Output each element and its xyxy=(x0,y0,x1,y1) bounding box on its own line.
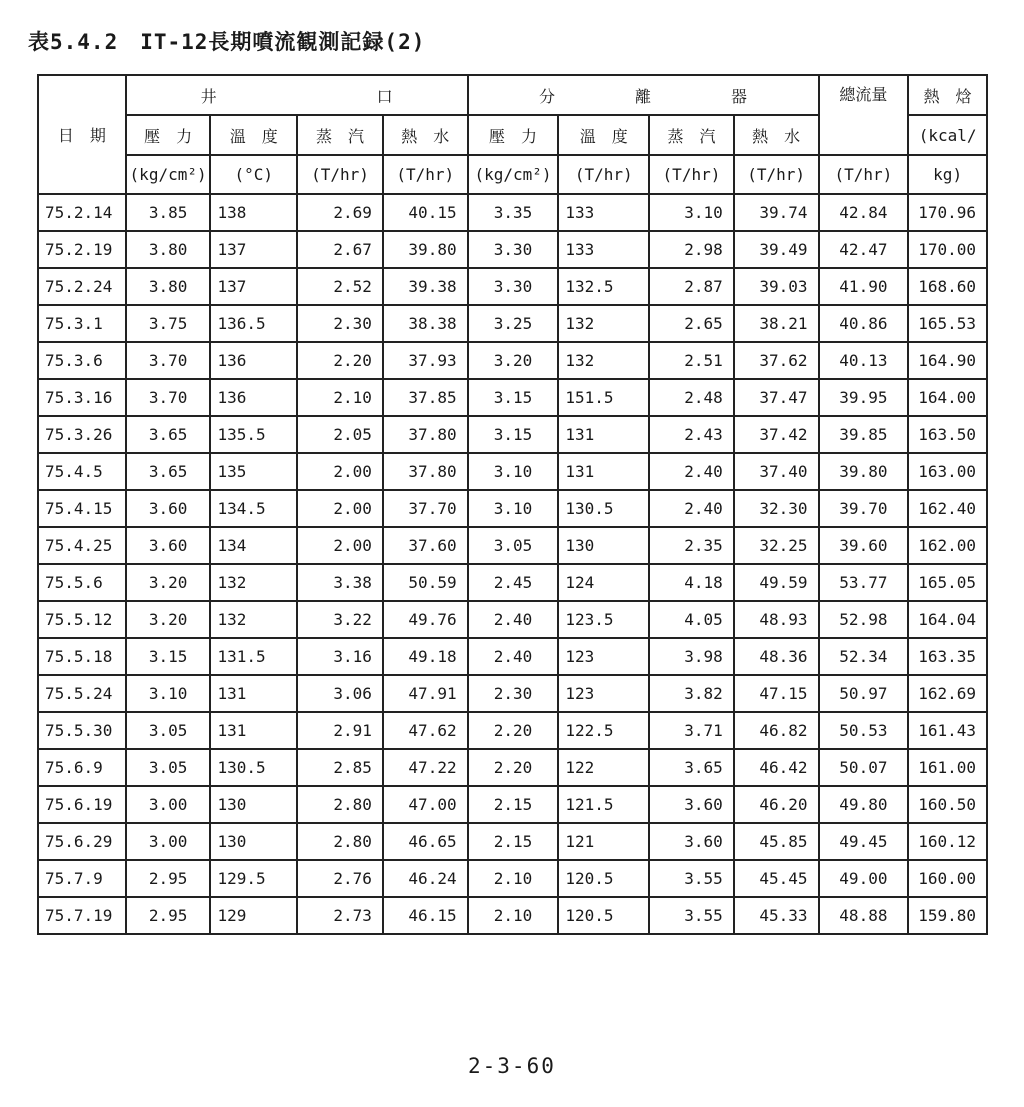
wellhead-hot-water-cell: 47.00 xyxy=(383,786,468,823)
separator-hot-water-cell: 48.93 xyxy=(734,601,819,638)
wellhead-temperature-cell: 130.5 xyxy=(210,749,297,786)
wellhead-temperature-cell: 135 xyxy=(210,453,297,490)
wellhead-temperature-cell: 132 xyxy=(210,601,297,638)
wellhead-steam-unit: (T/hr) xyxy=(297,155,383,194)
wellhead-steam-cell: 2.85 xyxy=(297,749,383,786)
separator-temperature-cell: 121.5 xyxy=(558,786,649,823)
total-flow-cell: 39.85 xyxy=(819,416,909,453)
total-flow-cell: 52.98 xyxy=(819,601,909,638)
separator-pressure-cell: 2.30 xyxy=(468,675,559,712)
date-cell: 75.7.9 xyxy=(38,860,126,897)
total-flow-cell: 52.34 xyxy=(819,638,909,675)
table-row xyxy=(38,194,987,231)
wellhead-pressure-cell: 3.70 xyxy=(126,342,211,379)
wellhead-pressure-cell: 3.65 xyxy=(126,453,211,490)
separator-pressure-cell: 2.10 xyxy=(468,860,559,897)
table-row xyxy=(38,268,987,305)
separator-hot-water-cell: 37.62 xyxy=(734,342,819,379)
wellhead-pressure-cell: 3.00 xyxy=(126,823,211,860)
separator-hot-water-cell: 46.82 xyxy=(734,712,819,749)
date-cell: 75.2.24 xyxy=(38,268,126,305)
separator-pressure-cell: 2.40 xyxy=(468,638,559,675)
enthalpy-cell: 165.53 xyxy=(908,305,987,342)
total-flow-cell: 49.00 xyxy=(819,860,909,897)
total-flow-cell: 41.90 xyxy=(819,268,909,305)
date-cell: 75.5.12 xyxy=(38,601,126,638)
separator-pressure-cell: 3.35 xyxy=(468,194,559,231)
enthalpy-cell: 164.00 xyxy=(908,379,987,416)
wellhead-steam-cell: 2.76 xyxy=(297,860,383,897)
separator-steam-cell: 2.51 xyxy=(649,342,734,379)
wellhead-temperature-cell: 130 xyxy=(210,823,297,860)
separator-hot-water-cell: 37.40 xyxy=(734,453,819,490)
separator-steam-cell: 3.98 xyxy=(649,638,734,675)
date-cell: 75.4.25 xyxy=(38,527,126,564)
separator-hot-water-cell: 49.59 xyxy=(734,564,819,601)
separator-pressure-cell: 2.15 xyxy=(468,786,559,823)
wellhead-hot-water-cell: 39.38 xyxy=(383,268,468,305)
wellhead-hot-water-cell: 47.62 xyxy=(383,712,468,749)
wellhead-temperature-cell: 129.5 xyxy=(210,860,297,897)
separator-steam-cell: 2.43 xyxy=(649,416,734,453)
separator-pressure-cell: 2.40 xyxy=(468,601,559,638)
wellhead-temperature-cell: 136 xyxy=(210,342,297,379)
wellhead-hot-water-cell: 38.38 xyxy=(383,305,468,342)
separator-pressure-cell: 2.20 xyxy=(468,749,559,786)
wellhead-temperature-header: 溫 度 xyxy=(210,115,297,155)
total-flow-cell: 49.45 xyxy=(819,823,909,860)
separator-steam-cell: 4.05 xyxy=(649,601,734,638)
total-flow-cell: 40.13 xyxy=(819,342,909,379)
total-flow-cell: 39.80 xyxy=(819,453,909,490)
wellhead-temperature-cell: 129 xyxy=(210,897,297,934)
total-flow-cell: 42.47 xyxy=(819,231,909,268)
separator-steam-cell: 2.87 xyxy=(649,268,734,305)
separator-steam-cell: 3.60 xyxy=(649,786,734,823)
date-cell: 75.6.9 xyxy=(38,749,126,786)
total-flow-cell: 53.77 xyxy=(819,564,909,601)
total-flow-cell: 49.80 xyxy=(819,786,909,823)
separator-steam-cell: 3.71 xyxy=(649,712,734,749)
table-row xyxy=(38,379,987,416)
separator-hot-water-cell: 46.20 xyxy=(734,786,819,823)
separator-steam-cell: 3.60 xyxy=(649,823,734,860)
wellhead-steam-cell: 2.20 xyxy=(297,342,383,379)
date-cell: 75.3.6 xyxy=(38,342,126,379)
enthalpy-cell: 168.60 xyxy=(908,268,987,305)
separator-steam-cell: 2.65 xyxy=(649,305,734,342)
total-flow-cell: 48.88 xyxy=(819,897,909,934)
table-row xyxy=(38,490,987,527)
separator-steam-cell: 2.98 xyxy=(649,231,734,268)
separator-temperature-unit: (T/hr) xyxy=(558,155,649,194)
wellhead-steam-cell: 2.30 xyxy=(297,305,383,342)
enthalpy-unit-line2: kg) xyxy=(908,155,987,194)
table-row xyxy=(38,564,987,601)
total-flow-cell: 39.95 xyxy=(819,379,909,416)
separator-pressure-cell: 3.20 xyxy=(468,342,559,379)
separator-temperature-cell: 132 xyxy=(558,305,649,342)
wellhead-hot-water-cell: 49.18 xyxy=(383,638,468,675)
enthalpy-cell: 170.00 xyxy=(908,231,987,268)
separator-temperature-cell: 123.5 xyxy=(558,601,649,638)
table-row xyxy=(38,786,987,823)
wellhead-hot-water-cell: 37.60 xyxy=(383,527,468,564)
separator-pressure-cell: 3.30 xyxy=(468,231,559,268)
table-row xyxy=(38,453,987,490)
date-cell: 75.3.1 xyxy=(38,305,126,342)
wellhead-steam-cell: 3.16 xyxy=(297,638,383,675)
enthalpy-cell: 163.50 xyxy=(908,416,987,453)
separator-steam-cell: 2.40 xyxy=(649,453,734,490)
separator-steam-unit: (T/hr) xyxy=(649,155,734,194)
wellhead-temperature-cell: 134.5 xyxy=(210,490,297,527)
wellhead-steam-cell: 2.69 xyxy=(297,194,383,231)
separator-steam-cell: 3.55 xyxy=(649,897,734,934)
total-flow-cell: 50.53 xyxy=(819,712,909,749)
wellhead-hot-water-cell: 47.22 xyxy=(383,749,468,786)
wellhead-hot-water-header: 熱 水 xyxy=(383,115,468,155)
enthalpy-header: 熱 焓 xyxy=(908,75,987,115)
enthalpy-cell: 160.50 xyxy=(908,786,987,823)
enthalpy-cell: 159.80 xyxy=(908,897,987,934)
wellhead-hot-water-cell: 37.85 xyxy=(383,379,468,416)
enthalpy-cell: 163.35 xyxy=(908,638,987,675)
wellhead-pressure-cell: 3.80 xyxy=(126,268,211,305)
separator-temperature-cell: 120.5 xyxy=(558,897,649,934)
separator-pressure-cell: 2.20 xyxy=(468,712,559,749)
wellhead-hot-water-cell: 40.15 xyxy=(383,194,468,231)
separator-header: 分 離 器 xyxy=(468,75,819,115)
date-cell: 75.5.24 xyxy=(38,675,126,712)
table-row xyxy=(38,823,987,860)
separator-hot-water-cell: 32.30 xyxy=(734,490,819,527)
separator-steam-cell: 3.65 xyxy=(649,749,734,786)
separator-temperature-cell: 132 xyxy=(558,342,649,379)
separator-temperature-cell: 124 xyxy=(558,564,649,601)
wellhead-pressure-cell: 3.80 xyxy=(126,231,211,268)
separator-pressure-cell: 2.10 xyxy=(468,897,559,934)
separator-hot-water-cell: 37.47 xyxy=(734,379,819,416)
total-flow-cell: 50.97 xyxy=(819,675,909,712)
separator-pressure-cell: 3.25 xyxy=(468,305,559,342)
wellhead-temperature-cell: 136.5 xyxy=(210,305,297,342)
wellhead-steam-header: 蒸 汽 xyxy=(297,115,383,155)
wellhead-steam-cell: 3.22 xyxy=(297,601,383,638)
separator-temperature-header: 溫 度 xyxy=(558,115,649,155)
wellhead-hot-water-unit: (T/hr) xyxy=(383,155,468,194)
page-number: 2-3-60 xyxy=(468,1054,556,1078)
wellhead-temperature-cell: 137 xyxy=(210,268,297,305)
total-flow-cell: 40.86 xyxy=(819,305,909,342)
separator-temperature-cell: 123 xyxy=(558,638,649,675)
table-row xyxy=(38,749,987,786)
date-cell: 75.6.19 xyxy=(38,786,126,823)
wellhead-pressure-cell: 3.60 xyxy=(126,490,211,527)
separator-steam-cell: 2.35 xyxy=(649,527,734,564)
header-row-1 xyxy=(38,75,987,115)
total-flow-cell: 50.07 xyxy=(819,749,909,786)
wellhead-hot-water-cell: 46.65 xyxy=(383,823,468,860)
wellhead-steam-cell: 2.67 xyxy=(297,231,383,268)
wellhead-hot-water-cell: 50.59 xyxy=(383,564,468,601)
header-row-3 xyxy=(38,155,987,194)
enthalpy-cell: 170.96 xyxy=(908,194,987,231)
separator-hot-water-cell: 39.74 xyxy=(734,194,819,231)
enthalpy-cell: 162.40 xyxy=(908,490,987,527)
separator-temperature-cell: 151.5 xyxy=(558,379,649,416)
separator-steam-header: 蒸 汽 xyxy=(649,115,734,155)
wellhead-temperature-cell: 138 xyxy=(210,194,297,231)
date-header: 日 期 xyxy=(38,75,126,194)
wellhead-hot-water-cell: 47.91 xyxy=(383,675,468,712)
wellhead-steam-cell: 3.06 xyxy=(297,675,383,712)
separator-pressure-cell: 2.45 xyxy=(468,564,559,601)
separator-temperature-cell: 133 xyxy=(558,194,649,231)
separator-hot-water-cell: 32.25 xyxy=(734,527,819,564)
table-row xyxy=(38,638,987,675)
separator-temperature-cell: 122.5 xyxy=(558,712,649,749)
wellhead-pressure-unit: (kg/cm²) xyxy=(126,155,211,194)
separator-hot-water-cell: 39.03 xyxy=(734,268,819,305)
separator-hot-water-cell: 46.42 xyxy=(734,749,819,786)
separator-pressure-header: 壓 力 xyxy=(468,115,559,155)
total-flow-header: 總流量 xyxy=(819,75,909,155)
separator-hot-water-cell: 37.42 xyxy=(734,416,819,453)
separator-hot-water-cell: 45.45 xyxy=(734,860,819,897)
separator-steam-cell: 3.10 xyxy=(649,194,734,231)
table-row xyxy=(38,416,987,453)
table-title: 表5.4.2 IT-12長期噴流観測記録(2) xyxy=(28,30,426,54)
separator-hot-water-cell: 45.85 xyxy=(734,823,819,860)
table-row xyxy=(38,897,987,934)
date-cell: 75.5.18 xyxy=(38,638,126,675)
separator-pressure-cell: 3.15 xyxy=(468,379,559,416)
wellhead-pressure-cell: 3.60 xyxy=(126,527,211,564)
separator-temperature-cell: 132.5 xyxy=(558,268,649,305)
date-cell: 75.5.6 xyxy=(38,564,126,601)
separator-pressure-cell: 3.10 xyxy=(468,453,559,490)
separator-temperature-cell: 131 xyxy=(558,416,649,453)
table-row xyxy=(38,305,987,342)
table-row xyxy=(38,860,987,897)
enthalpy-cell: 164.04 xyxy=(908,601,987,638)
enthalpy-cell: 161.43 xyxy=(908,712,987,749)
wellhead-pressure-cell: 3.85 xyxy=(126,194,211,231)
separator-pressure-cell: 3.10 xyxy=(468,490,559,527)
flow-record-table xyxy=(37,74,988,935)
total-flow-cell: 39.60 xyxy=(819,527,909,564)
wellhead-header: 井 口 xyxy=(126,75,468,115)
wellhead-temperature-cell: 137 xyxy=(210,231,297,268)
wellhead-pressure-cell: 3.00 xyxy=(126,786,211,823)
enthalpy-cell: 165.05 xyxy=(908,564,987,601)
separator-hot-water-cell: 38.21 xyxy=(734,305,819,342)
date-cell: 75.6.29 xyxy=(38,823,126,860)
separator-hot-water-header: 熱 水 xyxy=(734,115,819,155)
wellhead-steam-cell: 3.38 xyxy=(297,564,383,601)
separator-temperature-cell: 130.5 xyxy=(558,490,649,527)
wellhead-pressure-cell: 3.70 xyxy=(126,379,211,416)
wellhead-pressure-cell: 3.75 xyxy=(126,305,211,342)
wellhead-pressure-cell: 3.65 xyxy=(126,416,211,453)
total-flow-cell: 42.84 xyxy=(819,194,909,231)
total-flow-cell: 39.70 xyxy=(819,490,909,527)
wellhead-pressure-cell: 3.20 xyxy=(126,601,211,638)
enthalpy-cell: 161.00 xyxy=(908,749,987,786)
wellhead-steam-cell: 2.00 xyxy=(297,453,383,490)
separator-steam-cell: 2.48 xyxy=(649,379,734,416)
table-row xyxy=(38,342,987,379)
date-cell: 75.2.14 xyxy=(38,194,126,231)
separator-hot-water-cell: 48.36 xyxy=(734,638,819,675)
separator-pressure-cell: 3.05 xyxy=(468,527,559,564)
wellhead-hot-water-cell: 37.93 xyxy=(383,342,468,379)
table-row xyxy=(38,601,987,638)
wellhead-pressure-cell: 3.05 xyxy=(126,712,211,749)
date-cell: 75.3.16 xyxy=(38,379,126,416)
wellhead-steam-cell: 2.80 xyxy=(297,786,383,823)
separator-temperature-cell: 131 xyxy=(558,453,649,490)
separator-pressure-cell: 3.15 xyxy=(468,416,559,453)
separator-pressure-cell: 3.30 xyxy=(468,268,559,305)
enthalpy-cell: 160.12 xyxy=(908,823,987,860)
date-cell: 75.4.15 xyxy=(38,490,126,527)
separator-hot-water-cell: 39.49 xyxy=(734,231,819,268)
separator-pressure-cell: 2.15 xyxy=(468,823,559,860)
date-cell: 75.7.19 xyxy=(38,897,126,934)
enthalpy-cell: 164.90 xyxy=(908,342,987,379)
wellhead-steam-cell: 2.52 xyxy=(297,268,383,305)
wellhead-temperature-unit: (°C) xyxy=(210,155,297,194)
separator-temperature-cell: 121 xyxy=(558,823,649,860)
enthalpy-cell: 160.00 xyxy=(908,860,987,897)
separator-steam-cell: 3.82 xyxy=(649,675,734,712)
wellhead-steam-cell: 2.00 xyxy=(297,490,383,527)
separator-hot-water-unit: (T/hr) xyxy=(734,155,819,194)
date-cell: 75.4.5 xyxy=(38,453,126,490)
separator-pressure-unit: (kg/cm²) xyxy=(468,155,559,194)
wellhead-hot-water-cell: 39.80 xyxy=(383,231,468,268)
enthalpy-unit-line1: (kcal/ xyxy=(908,115,987,155)
wellhead-temperature-cell: 132 xyxy=(210,564,297,601)
wellhead-hot-water-cell: 37.80 xyxy=(383,453,468,490)
wellhead-hot-water-cell: 37.80 xyxy=(383,416,468,453)
wellhead-temperature-cell: 134 xyxy=(210,527,297,564)
wellhead-hot-water-cell: 46.24 xyxy=(383,860,468,897)
table-row xyxy=(38,712,987,749)
wellhead-temperature-cell: 136 xyxy=(210,379,297,416)
wellhead-pressure-cell: 3.10 xyxy=(126,675,211,712)
separator-temperature-cell: 130 xyxy=(558,527,649,564)
wellhead-temperature-cell: 135.5 xyxy=(210,416,297,453)
wellhead-steam-cell: 2.91 xyxy=(297,712,383,749)
wellhead-temperature-cell: 131 xyxy=(210,675,297,712)
wellhead-steam-cell: 2.73 xyxy=(297,897,383,934)
table-row xyxy=(38,675,987,712)
wellhead-pressure-cell: 2.95 xyxy=(126,860,211,897)
separator-temperature-cell: 123 xyxy=(558,675,649,712)
wellhead-pressure-cell: 2.95 xyxy=(126,897,211,934)
date-cell: 75.3.26 xyxy=(38,416,126,453)
wellhead-pressure-header: 壓 力 xyxy=(126,115,211,155)
wellhead-temperature-cell: 130 xyxy=(210,786,297,823)
separator-steam-cell: 2.40 xyxy=(649,490,734,527)
separator-hot-water-cell: 47.15 xyxy=(734,675,819,712)
wellhead-steam-cell: 2.00 xyxy=(297,527,383,564)
separator-steam-cell: 3.55 xyxy=(649,860,734,897)
date-cell: 75.5.30 xyxy=(38,712,126,749)
wellhead-pressure-cell: 3.15 xyxy=(126,638,211,675)
wellhead-steam-cell: 2.05 xyxy=(297,416,383,453)
date-cell: 75.2.19 xyxy=(38,231,126,268)
wellhead-steam-cell: 2.80 xyxy=(297,823,383,860)
wellhead-hot-water-cell: 49.76 xyxy=(383,601,468,638)
separator-temperature-cell: 122 xyxy=(558,749,649,786)
separator-hot-water-cell: 45.33 xyxy=(734,897,819,934)
wellhead-hot-water-cell: 46.15 xyxy=(383,897,468,934)
separator-temperature-cell: 120.5 xyxy=(558,860,649,897)
wellhead-pressure-cell: 3.20 xyxy=(126,564,211,601)
wellhead-steam-cell: 2.10 xyxy=(297,379,383,416)
enthalpy-cell: 162.00 xyxy=(908,527,987,564)
enthalpy-cell: 163.00 xyxy=(908,453,987,490)
separator-temperature-cell: 133 xyxy=(558,231,649,268)
wellhead-hot-water-cell: 37.70 xyxy=(383,490,468,527)
enthalpy-cell: 162.69 xyxy=(908,675,987,712)
table-row xyxy=(38,527,987,564)
separator-steam-cell: 4.18 xyxy=(649,564,734,601)
wellhead-temperature-cell: 131 xyxy=(210,712,297,749)
wellhead-pressure-cell: 3.05 xyxy=(126,749,211,786)
total-flow-unit: (T/hr) xyxy=(819,155,909,194)
wellhead-temperature-cell: 131.5 xyxy=(210,638,297,675)
table-row xyxy=(38,231,987,268)
